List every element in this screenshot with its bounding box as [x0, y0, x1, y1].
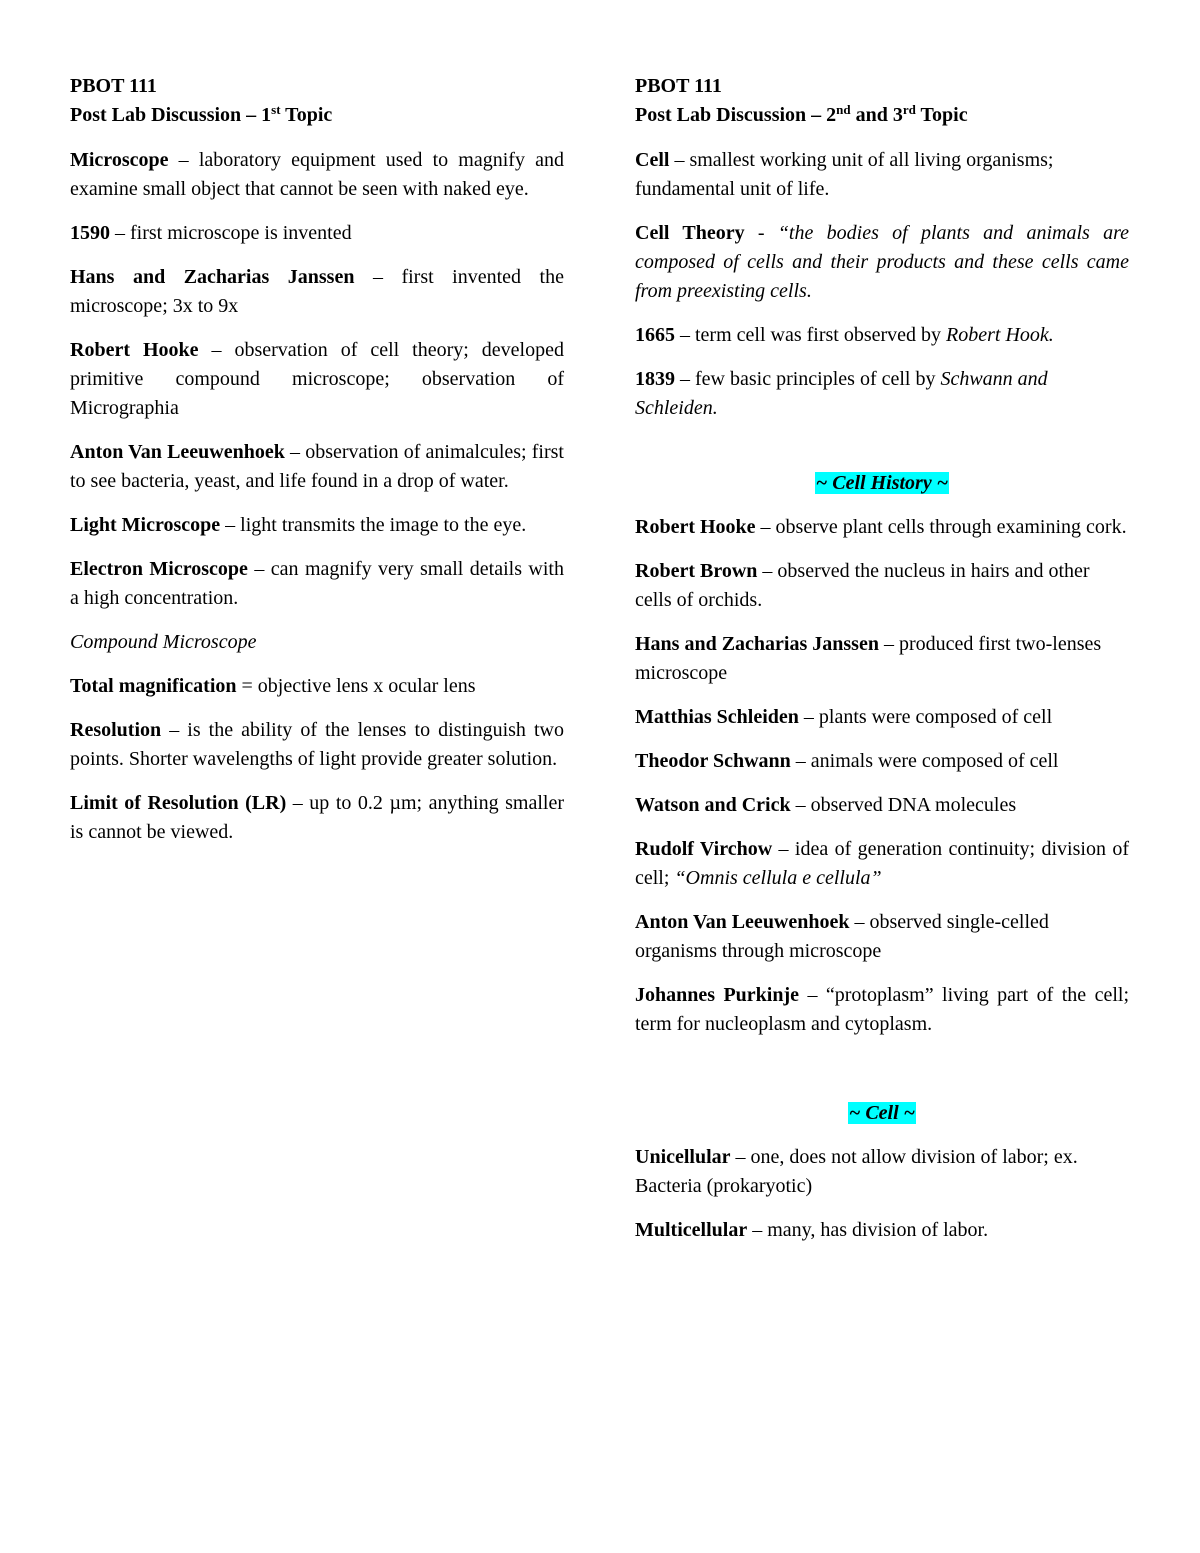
definition-entry: Total magnification = objective lens x ocular lens: [70, 675, 476, 697]
history-entry: Hans and Zacharias Janssen – produced first two-lenses microscope: [635, 633, 1102, 684]
history-entry: Matthias Schleiden – plants were composed of cell: [635, 706, 1053, 728]
section-title-cell-history: ~ Cell History ~: [815, 472, 949, 494]
definition-entry: 1590 – first microscope is invented: [70, 222, 352, 244]
definition-entry: Limit of Resolution (LR) – up to 0.2 µm; anything smaller is cannot be viewed.: [70, 792, 564, 843]
history-entry: Johannes Purkinje – “protoplasm” living part of the cell; term for nucleoplasm and cytoplasm.: [635, 984, 1129, 1035]
cell-theory-entry: Cell Theory - “the bodies of plants and animals are composed of cells and their products and these cells came from preexisting cells.: [635, 222, 1129, 302]
page-heading: Post Lab Discussion – 1st Topic: [70, 102, 333, 126]
history-entry: Robert Brown – observed the nucleus in hairs and other cells of orchids.: [635, 560, 1090, 611]
history-entry: Watson and Crick – observed DNA molecules: [635, 794, 1017, 816]
cell-type-entry: Multicellular – many, has division of labor.: [635, 1219, 989, 1241]
history-entry: Robert Hooke – observe plant cells through examining cork.: [635, 516, 1127, 538]
definition-entry: Anton Van Leeuwenhoek – observation of animalcules; first to see bacteria, yeast, and life found in a drop of water.: [70, 441, 564, 492]
course-code: PBOT 111: [635, 75, 722, 97]
left-column: [70, 72, 564, 847]
page-heading: Post Lab Discussion – 2nd and 3rd Topic: [635, 102, 968, 126]
history-entry: Theodor Schwann – animals were composed of cell: [635, 750, 1059, 772]
cell-type-entry: Unicellular – one, does not allow division of labor; ex. Bacteria (prokaryotic): [635, 1146, 1078, 1197]
right-column: [635, 72, 1129, 1245]
subheading: Compound Microscope: [70, 631, 257, 653]
definition-entry: Electron Microscope – can magnify very small details with a high concentration.: [70, 558, 564, 609]
definition-entry: Cell – smallest working unit of all living organisms; fundamental unit of life.: [635, 149, 1054, 200]
definition-entry: Hans and Zacharias Janssen – first invented the microscope; 3x to 9x: [70, 266, 564, 317]
history-entry: Rudolf Virchow – idea of generation continuity; division of cell; “Omnis cellula e cellula”: [635, 838, 1129, 889]
definition-entry: Resolution – is the ability of the lenses to distinguish two points. Shorter wavelengths of light provide greater solution.: [70, 719, 564, 770]
definition-entry: Light Microscope – light transmits the image to the eye.: [70, 514, 527, 536]
history-entry: Anton Van Leeuwenhoek – observed single-celled organisms through microscope: [635, 911, 1049, 962]
definition-entry: 1665 – term cell was first observed by Robert Hook.: [635, 324, 1054, 346]
definition-entry: Robert Hooke – observation of cell theory; developed primitive compound microscope; observation of Micrographia: [70, 339, 564, 419]
definition-entry: 1839 – few basic principles of cell by Schwann and Schleiden.: [635, 368, 1048, 419]
definition-entry: Microscope – laboratory equipment used to magnify and examine small object that cannot be seen with naked eye.: [70, 149, 564, 200]
section-title-cell: ~ Cell ~: [848, 1102, 916, 1124]
course-code: PBOT 111: [70, 75, 157, 97]
